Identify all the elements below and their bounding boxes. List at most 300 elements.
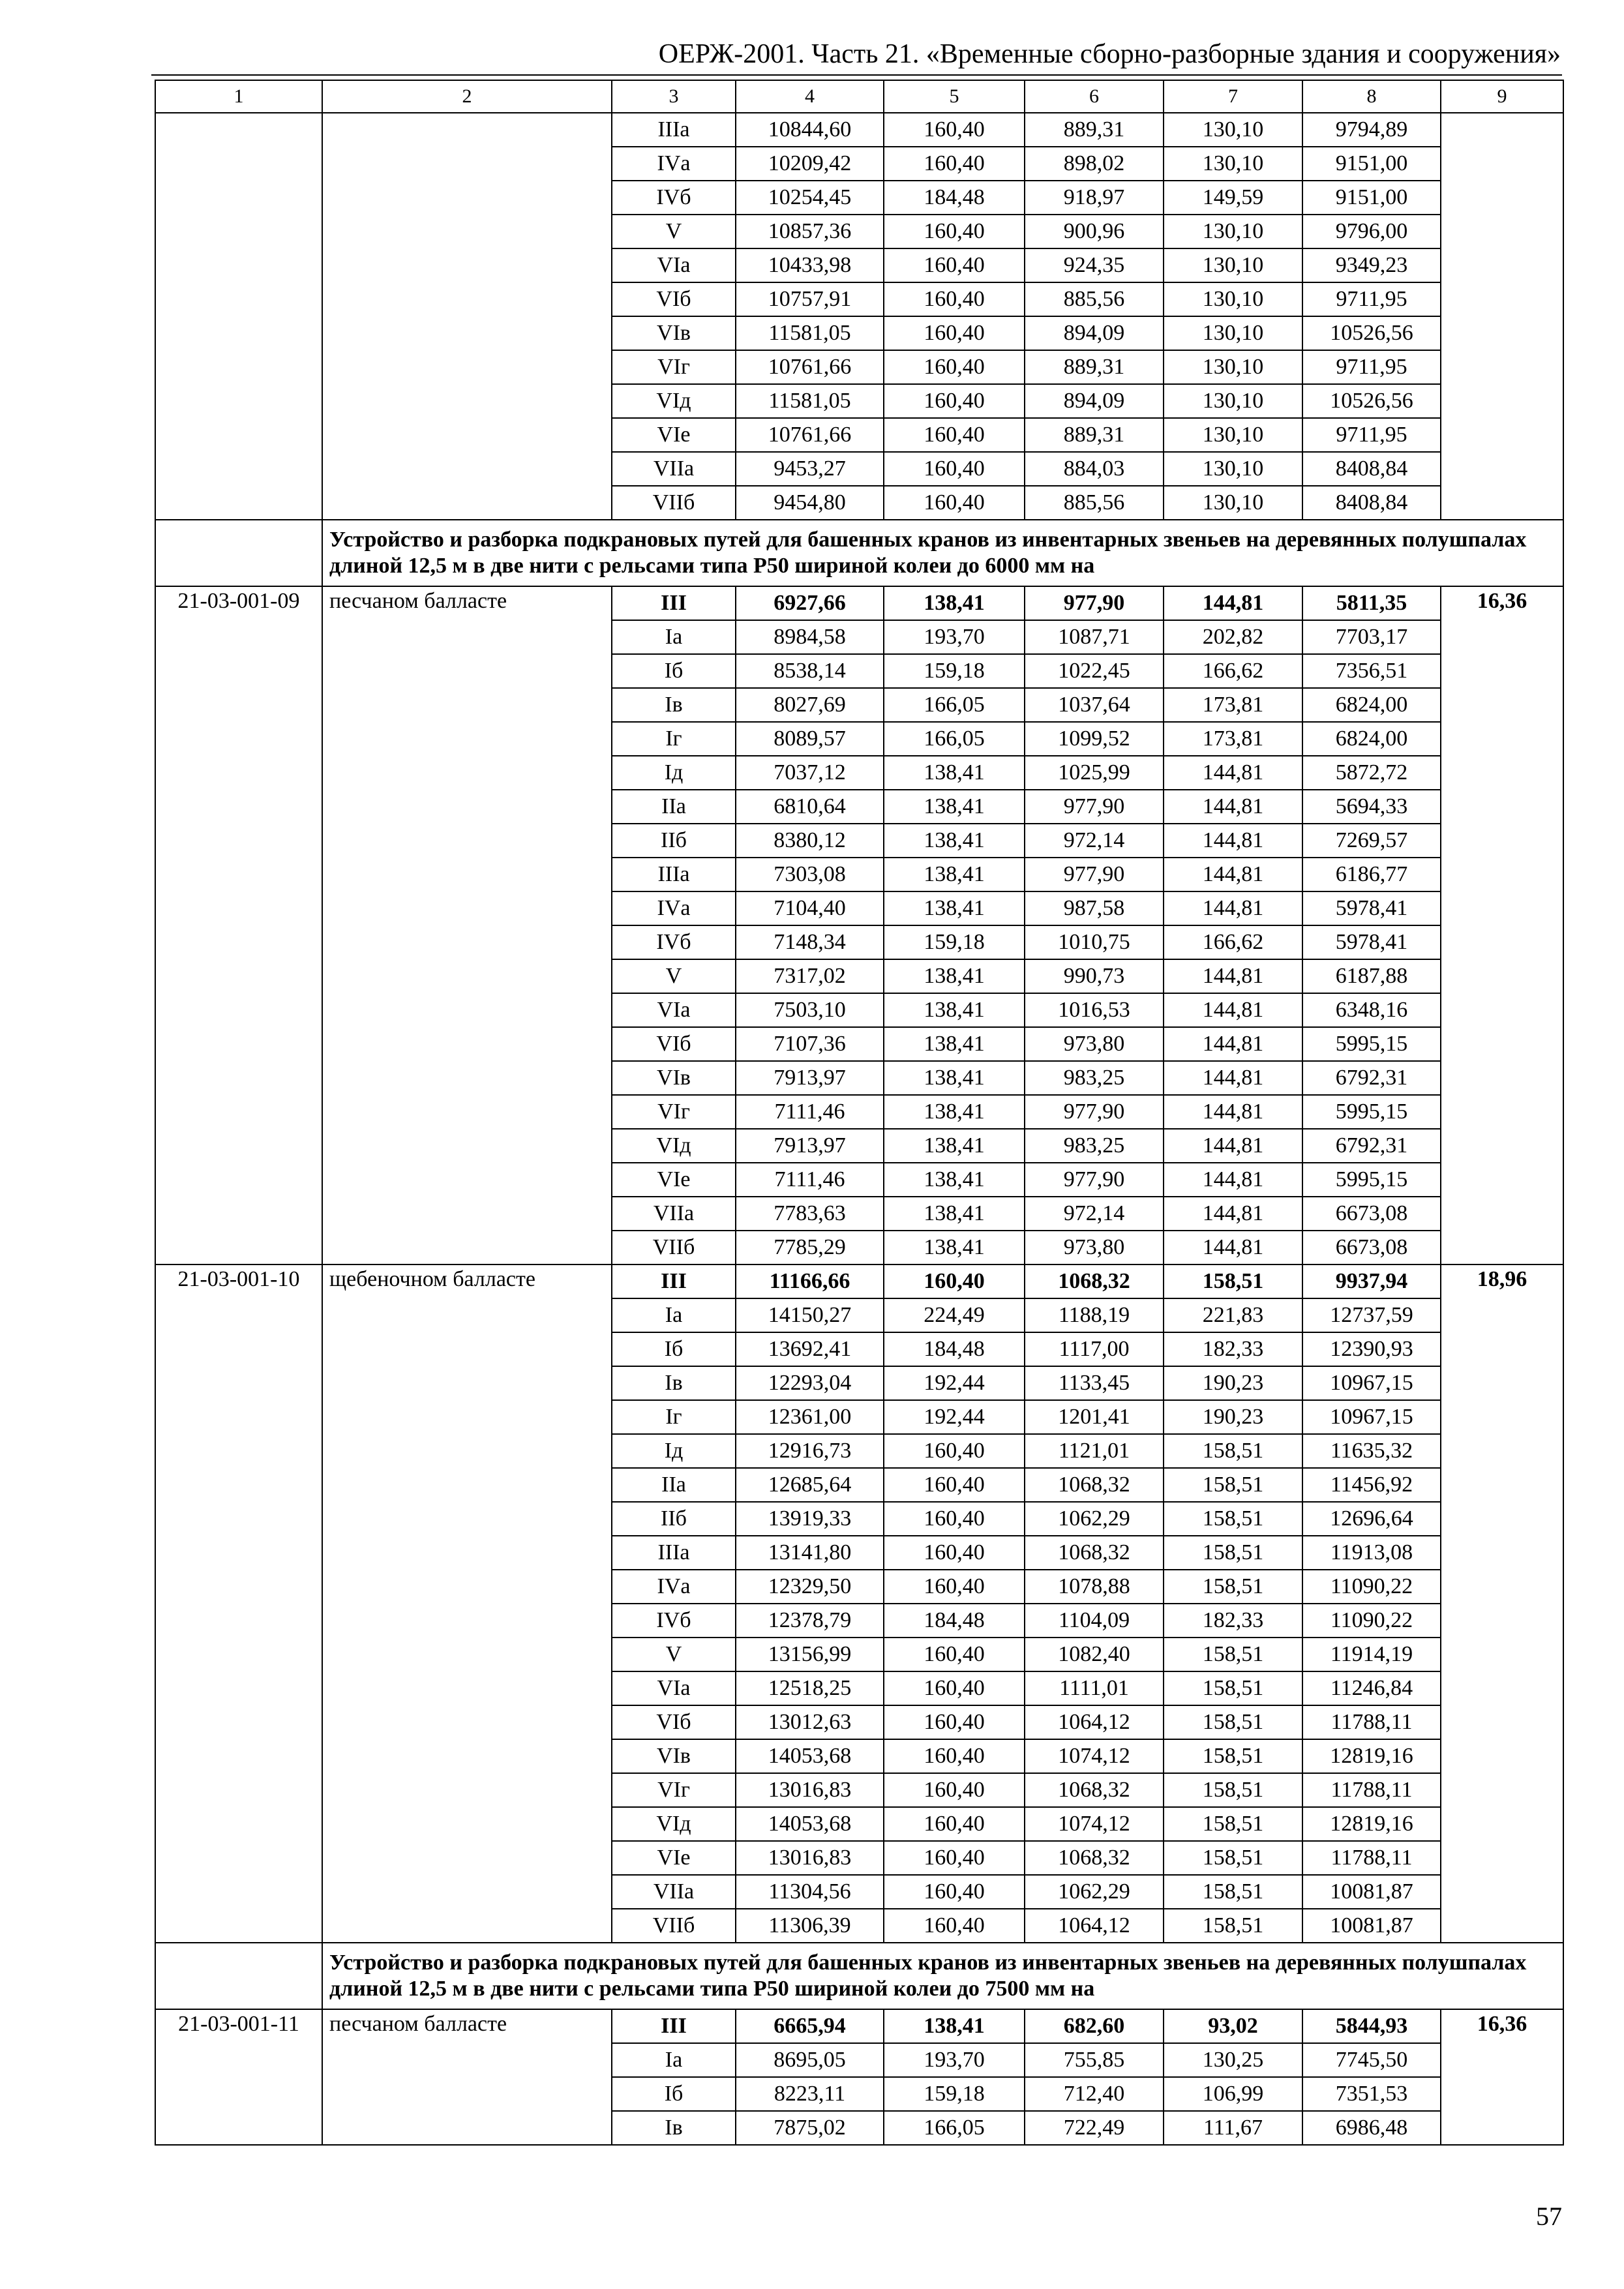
cost-value: 144,81 bbox=[1164, 1095, 1302, 1129]
cost-value: 983,25 bbox=[1025, 1061, 1164, 1095]
region-index: IVа bbox=[612, 147, 736, 181]
cost-value: 160,40 bbox=[884, 350, 1025, 384]
region-index: V bbox=[612, 215, 736, 248]
cost-value: 5978,41 bbox=[1302, 925, 1441, 959]
cost-value: 6348,16 bbox=[1302, 993, 1441, 1027]
cost-value: 173,81 bbox=[1164, 722, 1302, 756]
cost-value: 10757,91 bbox=[736, 282, 884, 316]
region-index: Iд bbox=[612, 1434, 736, 1468]
cost-value: 11090,22 bbox=[1302, 1570, 1441, 1604]
cost-value: 1078,88 bbox=[1025, 1570, 1164, 1604]
cost-value: 6810,64 bbox=[736, 790, 884, 824]
column-number: 9 bbox=[1441, 80, 1563, 113]
cost-value: 6927,66 bbox=[736, 586, 884, 620]
cost-value: 977,90 bbox=[1025, 1163, 1164, 1197]
cost-value: 8380,12 bbox=[736, 824, 884, 858]
cost-value: 11166,66 bbox=[736, 1264, 884, 1298]
cost-value: 11788,11 bbox=[1302, 1773, 1441, 1807]
cost-value: 130,10 bbox=[1164, 282, 1302, 316]
section-heading: Устройство и разборка подкрановых путей для башенных кранов из инвентарных звеньев на деревянных полушпалах длиной 12,5 м в две нити с рельсами типа Р50 шириной колеи до 6000 мм на bbox=[322, 520, 1563, 586]
cost-value: 7317,02 bbox=[736, 959, 884, 993]
region-index: VIб bbox=[612, 1705, 736, 1739]
cost-value: 130,10 bbox=[1164, 113, 1302, 147]
cost-value: 1201,41 bbox=[1025, 1400, 1164, 1434]
cost-value: 160,40 bbox=[884, 1434, 1025, 1468]
cost-value: 159,18 bbox=[884, 2077, 1025, 2111]
cost-value: 1188,19 bbox=[1025, 1298, 1164, 1332]
cost-value: 160,40 bbox=[884, 1773, 1025, 1807]
cost-value: 977,90 bbox=[1025, 586, 1164, 620]
cost-value: 158,51 bbox=[1164, 1705, 1302, 1739]
region-index: VIа bbox=[612, 993, 736, 1027]
region-index: Iб bbox=[612, 1332, 736, 1366]
cost-value: 160,40 bbox=[884, 1739, 1025, 1773]
cost-value: 144,81 bbox=[1164, 959, 1302, 993]
cost-value: 722,49 bbox=[1025, 2111, 1164, 2145]
cost-value: 160,40 bbox=[884, 1841, 1025, 1875]
cost-value: 138,41 bbox=[884, 858, 1025, 891]
cost-value: 138,41 bbox=[884, 1061, 1025, 1095]
cost-value: 160,40 bbox=[884, 1705, 1025, 1739]
labor-rate bbox=[1441, 113, 1563, 520]
region-index: V bbox=[612, 1638, 736, 1671]
region-index: VIIб bbox=[612, 486, 736, 520]
cost-value: 6186,77 bbox=[1302, 858, 1441, 891]
region-index: VIе bbox=[612, 1841, 736, 1875]
cost-value: 13016,83 bbox=[736, 1773, 884, 1807]
cost-value: 1104,09 bbox=[1025, 1604, 1164, 1638]
cost-value: 12819,16 bbox=[1302, 1739, 1441, 1773]
rate-code: 21-03-001-09 bbox=[155, 586, 322, 1264]
cost-value: 138,41 bbox=[884, 891, 1025, 925]
cost-value: 158,51 bbox=[1164, 1468, 1302, 1502]
cost-value: 7037,12 bbox=[736, 756, 884, 790]
cost-value: 130,10 bbox=[1164, 215, 1302, 248]
cost-value: 9711,95 bbox=[1302, 350, 1441, 384]
header-rule bbox=[151, 74, 1562, 76]
cost-value: 12361,00 bbox=[736, 1400, 884, 1434]
cost-value: 166,05 bbox=[884, 688, 1025, 722]
cost-value: 755,85 bbox=[1025, 2043, 1164, 2077]
cost-value: 5811,35 bbox=[1302, 586, 1441, 620]
cost-value: 12819,16 bbox=[1302, 1807, 1441, 1841]
cost-value: 7351,53 bbox=[1302, 2077, 1441, 2111]
cost-value: 7111,46 bbox=[736, 1163, 884, 1197]
cost-value: 11306,39 bbox=[736, 1909, 884, 1943]
cost-value: 11581,05 bbox=[736, 384, 884, 418]
cost-value: 160,40 bbox=[884, 1909, 1025, 1943]
rate-code: 21-03-001-10 bbox=[155, 1264, 322, 1943]
cost-value: 6824,00 bbox=[1302, 722, 1441, 756]
cost-value: 221,83 bbox=[1164, 1298, 1302, 1332]
cost-value: 130,10 bbox=[1164, 384, 1302, 418]
cost-value: 9711,95 bbox=[1302, 418, 1441, 452]
region-index: Iг bbox=[612, 1400, 736, 1434]
cost-value: 158,51 bbox=[1164, 1536, 1302, 1570]
cost-value: 977,90 bbox=[1025, 1095, 1164, 1129]
region-index: VIб bbox=[612, 282, 736, 316]
cost-value: 6187,88 bbox=[1302, 959, 1441, 993]
cost-value: 10526,56 bbox=[1302, 316, 1441, 350]
region-index: VIе bbox=[612, 418, 736, 452]
cost-value: 138,41 bbox=[884, 993, 1025, 1027]
cost-value: 9151,00 bbox=[1302, 147, 1441, 181]
region-index: IIIа bbox=[612, 858, 736, 891]
cost-value: 894,09 bbox=[1025, 316, 1164, 350]
cost-value: 7875,02 bbox=[736, 2111, 884, 2145]
cost-value: 160,40 bbox=[884, 1264, 1025, 1298]
labor-rate: 18,96 bbox=[1441, 1264, 1563, 1943]
cost-value: 13016,83 bbox=[736, 1841, 884, 1875]
labor-rate: 16,36 bbox=[1441, 586, 1563, 1264]
cost-value: 158,51 bbox=[1164, 1264, 1302, 1298]
cost-value: 13141,80 bbox=[736, 1536, 884, 1570]
region-index: VIа bbox=[612, 248, 736, 282]
cost-value: 158,51 bbox=[1164, 1434, 1302, 1468]
region-index: Iа bbox=[612, 1298, 736, 1332]
cost-value: 14053,68 bbox=[736, 1739, 884, 1773]
cost-value: 889,31 bbox=[1025, 418, 1164, 452]
page-number: 57 bbox=[1536, 2202, 1562, 2231]
cost-value: 93,02 bbox=[1164, 2009, 1302, 2043]
region-index: IVа bbox=[612, 1570, 736, 1604]
cost-value: 5995,15 bbox=[1302, 1163, 1441, 1197]
cost-value: 158,51 bbox=[1164, 1502, 1302, 1536]
region-index: VIIа bbox=[612, 1875, 736, 1909]
cost-value: 160,40 bbox=[884, 418, 1025, 452]
cost-value: 889,31 bbox=[1025, 113, 1164, 147]
region-index: VIд bbox=[612, 1129, 736, 1163]
cost-value: 11913,08 bbox=[1302, 1536, 1441, 1570]
cost-value: 1022,45 bbox=[1025, 654, 1164, 688]
cost-value: 9794,89 bbox=[1302, 113, 1441, 147]
cost-value: 5978,41 bbox=[1302, 891, 1441, 925]
column-number: 1 bbox=[155, 80, 322, 113]
cost-value: 12390,93 bbox=[1302, 1332, 1441, 1366]
region-index: Iб bbox=[612, 2077, 736, 2111]
cost-value: 10081,87 bbox=[1302, 1909, 1441, 1943]
cost-value: 130,10 bbox=[1164, 418, 1302, 452]
cost-value: 138,41 bbox=[884, 959, 1025, 993]
page-header: ОЕРЖ-2001. Часть 21. «Временные сборно-разборные здания и сооружения» bbox=[658, 39, 1561, 69]
cost-value: 11581,05 bbox=[736, 316, 884, 350]
cost-value: 7913,97 bbox=[736, 1061, 884, 1095]
cost-value: 1062,29 bbox=[1025, 1875, 1164, 1909]
table-row bbox=[155, 2009, 1563, 2043]
region-index: VIIа bbox=[612, 452, 736, 486]
cost-value: 193,70 bbox=[884, 2043, 1025, 2077]
cost-value: 138,41 bbox=[884, 790, 1025, 824]
region-index: VIв bbox=[612, 1061, 736, 1095]
cost-value: 7269,57 bbox=[1302, 824, 1441, 858]
cost-value: 1074,12 bbox=[1025, 1739, 1164, 1773]
cost-value: 160,40 bbox=[884, 1502, 1025, 1536]
table-row bbox=[155, 113, 1563, 147]
cost-value: 11635,32 bbox=[1302, 1434, 1441, 1468]
cost-value: 160,40 bbox=[884, 452, 1025, 486]
cost-value: 144,81 bbox=[1164, 824, 1302, 858]
cost-value: 1068,32 bbox=[1025, 1468, 1164, 1502]
cost-value: 160,40 bbox=[884, 215, 1025, 248]
cost-value: 144,81 bbox=[1164, 1027, 1302, 1061]
cost-value: 7913,97 bbox=[736, 1129, 884, 1163]
cost-value: 193,70 bbox=[884, 620, 1025, 654]
region-index: Iв bbox=[612, 2111, 736, 2145]
section-blank-cell bbox=[155, 1943, 322, 2009]
cost-value: 11788,11 bbox=[1302, 1841, 1441, 1875]
cost-value: 158,51 bbox=[1164, 1909, 1302, 1943]
cost-value: 138,41 bbox=[884, 2009, 1025, 2043]
cost-value: 973,80 bbox=[1025, 1027, 1164, 1061]
cost-value: 138,41 bbox=[884, 586, 1025, 620]
cost-value: 160,40 bbox=[884, 1638, 1025, 1671]
cost-value: 158,51 bbox=[1164, 1773, 1302, 1807]
cost-value: 6673,08 bbox=[1302, 1231, 1441, 1264]
cost-value: 8695,05 bbox=[736, 2043, 884, 2077]
cost-value: 8027,69 bbox=[736, 688, 884, 722]
cost-value: 166,05 bbox=[884, 722, 1025, 756]
cost-value: 11304,56 bbox=[736, 1875, 884, 1909]
cost-value: 6665,94 bbox=[736, 2009, 884, 2043]
region-index: IIб bbox=[612, 1502, 736, 1536]
cost-value: 884,03 bbox=[1025, 452, 1164, 486]
work-description bbox=[322, 113, 612, 520]
cost-value: 12916,73 bbox=[736, 1434, 884, 1468]
cost-value: 972,14 bbox=[1025, 824, 1164, 858]
cost-value: 918,97 bbox=[1025, 181, 1164, 215]
cost-value: 138,41 bbox=[884, 1129, 1025, 1163]
cost-value: 11456,92 bbox=[1302, 1468, 1441, 1502]
cost-value: 12737,59 bbox=[1302, 1298, 1441, 1332]
cost-value: 149,59 bbox=[1164, 181, 1302, 215]
cost-value: 10081,87 bbox=[1302, 1875, 1441, 1909]
cost-value: 10761,66 bbox=[736, 350, 884, 384]
region-index: VIа bbox=[612, 1671, 736, 1705]
cost-value: 224,49 bbox=[884, 1298, 1025, 1332]
section-heading-row bbox=[155, 520, 1563, 586]
region-index: VIе bbox=[612, 1163, 736, 1197]
cost-value: 6673,08 bbox=[1302, 1197, 1441, 1231]
cost-value: 166,05 bbox=[884, 2111, 1025, 2145]
table-row bbox=[155, 1264, 1563, 1298]
cost-value: 7104,40 bbox=[736, 891, 884, 925]
cost-value: 1064,12 bbox=[1025, 1909, 1164, 1943]
cost-value: 924,35 bbox=[1025, 248, 1164, 282]
cost-value: 138,41 bbox=[884, 824, 1025, 858]
cost-value: 144,81 bbox=[1164, 1231, 1302, 1264]
cost-value: 10254,45 bbox=[736, 181, 884, 215]
cost-value: 1082,40 bbox=[1025, 1638, 1164, 1671]
region-index: VIв bbox=[612, 316, 736, 350]
cost-value: 144,81 bbox=[1164, 1061, 1302, 1095]
cost-value: 159,18 bbox=[884, 925, 1025, 959]
cost-value: 130,10 bbox=[1164, 486, 1302, 520]
cost-value: 144,81 bbox=[1164, 790, 1302, 824]
cost-value: 138,41 bbox=[884, 1231, 1025, 1264]
cost-value: 182,33 bbox=[1164, 1332, 1302, 1366]
cost-value: 1068,32 bbox=[1025, 1264, 1164, 1298]
cost-value: 712,40 bbox=[1025, 2077, 1164, 2111]
cost-value: 1068,32 bbox=[1025, 1536, 1164, 1570]
cost-value: 990,73 bbox=[1025, 959, 1164, 993]
cost-value: 173,81 bbox=[1164, 688, 1302, 722]
cost-value: 184,48 bbox=[884, 1332, 1025, 1366]
cost-value: 7503,10 bbox=[736, 993, 884, 1027]
cost-value: 977,90 bbox=[1025, 790, 1164, 824]
labor-rate: 16,36 bbox=[1441, 2009, 1563, 2145]
region-index: IVа bbox=[612, 891, 736, 925]
cost-value: 9937,94 bbox=[1302, 1264, 1441, 1298]
cost-value: 1037,64 bbox=[1025, 688, 1164, 722]
cost-value: 1087,71 bbox=[1025, 620, 1164, 654]
region-index: Iв bbox=[612, 688, 736, 722]
rate-code: 21-03-001-11 bbox=[155, 2009, 322, 2145]
cost-value: 13919,33 bbox=[736, 1502, 884, 1536]
cost-value: 7148,34 bbox=[736, 925, 884, 959]
cost-value: 9453,27 bbox=[736, 452, 884, 486]
cost-value: 972,14 bbox=[1025, 1197, 1164, 1231]
cost-value: 8408,84 bbox=[1302, 452, 1441, 486]
cost-value: 10209,42 bbox=[736, 147, 884, 181]
cost-value: 160,40 bbox=[884, 113, 1025, 147]
column-number: 7 bbox=[1164, 80, 1302, 113]
cost-value: 11246,84 bbox=[1302, 1671, 1441, 1705]
cost-value: 5995,15 bbox=[1302, 1027, 1441, 1061]
column-number: 4 bbox=[736, 80, 884, 113]
cost-value: 144,81 bbox=[1164, 858, 1302, 891]
work-description: песчаном балласте bbox=[322, 586, 612, 1264]
cost-value: 159,18 bbox=[884, 654, 1025, 688]
cost-value: 7783,63 bbox=[736, 1197, 884, 1231]
column-number: 3 bbox=[612, 80, 736, 113]
cost-value: 13156,99 bbox=[736, 1638, 884, 1671]
cost-value: 983,25 bbox=[1025, 1129, 1164, 1163]
work-description: песчаном балласте bbox=[322, 2009, 612, 2145]
cost-value: 192,44 bbox=[884, 1400, 1025, 1434]
region-index: III bbox=[612, 2009, 736, 2043]
region-index: III bbox=[612, 586, 736, 620]
cost-value: 6824,00 bbox=[1302, 688, 1441, 722]
cost-value: 14150,27 bbox=[736, 1298, 884, 1332]
cost-value: 111,67 bbox=[1164, 2111, 1302, 2145]
cost-value: 8984,58 bbox=[736, 620, 884, 654]
column-number: 2 bbox=[322, 80, 612, 113]
cost-value: 202,82 bbox=[1164, 620, 1302, 654]
cost-value: 900,96 bbox=[1025, 215, 1164, 248]
cost-value: 977,90 bbox=[1025, 858, 1164, 891]
region-index: IIб bbox=[612, 824, 736, 858]
region-index: VIб bbox=[612, 1027, 736, 1061]
region-index: IIIа bbox=[612, 1536, 736, 1570]
cost-value: 190,23 bbox=[1164, 1400, 1302, 1434]
cost-value: 158,51 bbox=[1164, 1739, 1302, 1773]
cost-value: 1133,45 bbox=[1025, 1366, 1164, 1400]
cost-value: 160,40 bbox=[884, 282, 1025, 316]
rates-table bbox=[155, 80, 1564, 2146]
cost-value: 184,48 bbox=[884, 181, 1025, 215]
cost-value: 889,31 bbox=[1025, 350, 1164, 384]
cost-value: 7303,08 bbox=[736, 858, 884, 891]
region-index: V bbox=[612, 959, 736, 993]
cost-value: 5995,15 bbox=[1302, 1095, 1441, 1129]
region-index: Iа bbox=[612, 620, 736, 654]
cost-value: 160,40 bbox=[884, 486, 1025, 520]
cost-value: 166,62 bbox=[1164, 654, 1302, 688]
cost-value: 9349,23 bbox=[1302, 248, 1441, 282]
cost-value: 6792,31 bbox=[1302, 1061, 1441, 1095]
cost-value: 12378,79 bbox=[736, 1604, 884, 1638]
cost-value: 11788,11 bbox=[1302, 1705, 1441, 1739]
cost-value: 12293,04 bbox=[736, 1366, 884, 1400]
cost-value: 144,81 bbox=[1164, 1129, 1302, 1163]
region-index: IVб bbox=[612, 181, 736, 215]
region-index: VIIб bbox=[612, 1231, 736, 1264]
cost-value: 1117,00 bbox=[1025, 1332, 1164, 1366]
cost-value: 1068,32 bbox=[1025, 1841, 1164, 1875]
cost-value: 184,48 bbox=[884, 1604, 1025, 1638]
region-index: Iб bbox=[612, 654, 736, 688]
cost-value: 182,33 bbox=[1164, 1604, 1302, 1638]
cost-value: 160,40 bbox=[884, 1875, 1025, 1909]
cost-value: 1010,75 bbox=[1025, 925, 1164, 959]
cost-value: 8408,84 bbox=[1302, 486, 1441, 520]
cost-value: 7356,51 bbox=[1302, 654, 1441, 688]
cost-value: 7107,36 bbox=[736, 1027, 884, 1061]
cost-value: 10526,56 bbox=[1302, 384, 1441, 418]
cost-value: 138,41 bbox=[884, 1095, 1025, 1129]
table-body bbox=[155, 80, 1563, 2145]
cost-value: 160,40 bbox=[884, 1807, 1025, 1841]
column-number: 5 bbox=[884, 80, 1025, 113]
cost-value: 158,51 bbox=[1164, 1875, 1302, 1909]
cost-value: 11090,22 bbox=[1302, 1604, 1441, 1638]
cost-value: 130,10 bbox=[1164, 452, 1302, 486]
cost-value: 144,81 bbox=[1164, 1163, 1302, 1197]
cost-value: 138,41 bbox=[884, 1027, 1025, 1061]
cost-value: 144,81 bbox=[1164, 993, 1302, 1027]
cost-value: 160,40 bbox=[884, 1671, 1025, 1705]
region-index: III bbox=[612, 1264, 736, 1298]
cost-value: 13692,41 bbox=[736, 1332, 884, 1366]
work-description: щебеночном балласте bbox=[322, 1264, 612, 1943]
cost-value: 158,51 bbox=[1164, 1841, 1302, 1875]
region-index: VIв bbox=[612, 1739, 736, 1773]
cost-value: 10967,15 bbox=[1302, 1366, 1441, 1400]
cost-value: 898,02 bbox=[1025, 147, 1164, 181]
cost-value: 1025,99 bbox=[1025, 756, 1164, 790]
cost-value: 12685,64 bbox=[736, 1468, 884, 1502]
cost-value: 144,81 bbox=[1164, 891, 1302, 925]
cost-value: 138,41 bbox=[884, 1197, 1025, 1231]
region-index: Iа bbox=[612, 2043, 736, 2077]
region-index: VIг bbox=[612, 1773, 736, 1807]
cost-value: 10761,66 bbox=[736, 418, 884, 452]
cost-value: 1099,52 bbox=[1025, 722, 1164, 756]
cost-value: 7703,17 bbox=[1302, 620, 1441, 654]
cost-value: 10433,98 bbox=[736, 248, 884, 282]
cost-value: 885,56 bbox=[1025, 282, 1164, 316]
section-heading: Устройство и разборка подкрановых путей для башенных кранов из инвентарных звеньев на деревянных полушпалах длиной 12,5 м в две нити с рельсами типа Р50 шириной колеи до 7500 мм на bbox=[322, 1943, 1563, 2009]
cost-value: 1064,12 bbox=[1025, 1705, 1164, 1739]
cost-value: 9711,95 bbox=[1302, 282, 1441, 316]
cost-value: 1121,01 bbox=[1025, 1434, 1164, 1468]
cost-value: 12696,64 bbox=[1302, 1502, 1441, 1536]
cost-value: 138,41 bbox=[884, 1163, 1025, 1197]
region-index: IIIа bbox=[612, 113, 736, 147]
cost-value: 130,25 bbox=[1164, 2043, 1302, 2077]
cost-value: 12518,25 bbox=[736, 1671, 884, 1705]
cost-value: 5872,72 bbox=[1302, 756, 1441, 790]
